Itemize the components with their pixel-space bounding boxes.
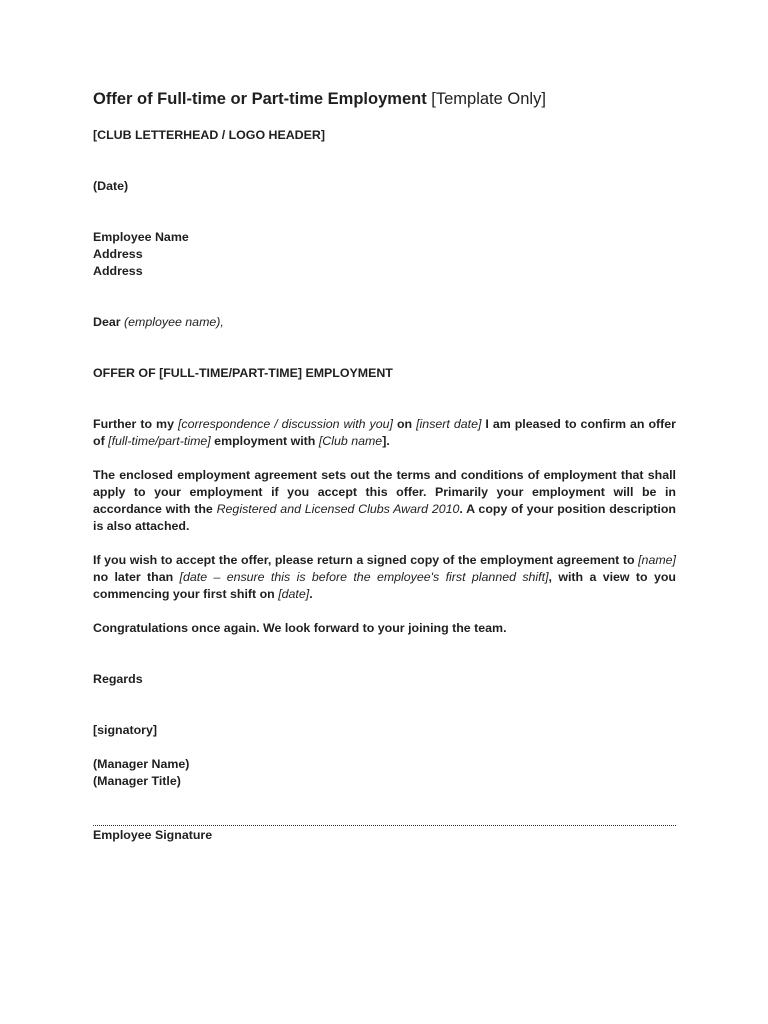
subject-heading: OFFER OF [FULL-TIME/PART-TIME] EMPLOYMENT bbox=[93, 366, 393, 380]
p1-italic-2: [insert date] bbox=[416, 417, 482, 431]
p3-text-3: , with a view to you commencing your first shift on bbox=[93, 570, 676, 601]
p1-italic-4: [Club name bbox=[318, 434, 383, 448]
paragraph-4: Congratulations once again. We look forward to your joining the team. bbox=[93, 621, 507, 635]
p1-italic-3: [full-time/part-time] bbox=[108, 434, 211, 448]
paragraph-3 bbox=[93, 552, 676, 603]
title-suffix: [Template Only] bbox=[426, 90, 546, 108]
letterhead-placeholder: [CLUB LETTERHEAD / LOGO HEADER] bbox=[93, 128, 325, 142]
date-placeholder: (Date) bbox=[93, 179, 129, 193]
manager-name: (Manager Name) bbox=[93, 757, 190, 771]
p2-text-2: . A copy of your position description is also attached. bbox=[93, 502, 676, 533]
address-line-2: Address bbox=[93, 264, 143, 278]
signatory-placeholder: [signatory] bbox=[93, 723, 158, 737]
recipient-address bbox=[93, 229, 676, 280]
p1-text-3: I am pleased to confirm an offer of bbox=[93, 417, 676, 448]
manager-title: (Manager Title) bbox=[93, 774, 181, 788]
salutation bbox=[93, 314, 676, 331]
closing-regards: Regards bbox=[93, 672, 143, 686]
p1-text-1: Further to my bbox=[93, 417, 178, 431]
title-main: Offer of Full-time or Part-time Employment bbox=[93, 90, 427, 108]
p3-text-2: no later than bbox=[93, 570, 180, 584]
p3-italic-2: [date – ensure this is before the employee's first planned shift] bbox=[179, 570, 549, 584]
p3-text-1: If you wish to accept the offer, please return a signed copy of the employment agreement to bbox=[93, 553, 639, 567]
salutation-name: (employee name), bbox=[124, 315, 224, 329]
salutation-prefix: Dear bbox=[93, 315, 124, 329]
manager-block bbox=[93, 756, 676, 790]
p2-italic-1: Registered and Licensed Clubs Award 2010 bbox=[216, 502, 460, 516]
p1-text-2: on bbox=[392, 417, 417, 431]
p3-italic-3: [date] bbox=[278, 587, 310, 601]
document-title bbox=[93, 88, 676, 110]
p1-text-5: ]. bbox=[382, 434, 390, 448]
signature-line bbox=[93, 825, 676, 826]
address-line-1: Address bbox=[93, 247, 143, 261]
p2-text-1: The enclosed employment agreement sets out the terms and conditions of employment that shall apply to your employment if you accept this offer. Primarily your employment will be in accordance with the bbox=[93, 468, 676, 516]
p3-text-4: . bbox=[309, 587, 313, 601]
p3-italic-1: [name] bbox=[638, 553, 676, 567]
employee-signature-label: Employee Signature bbox=[93, 828, 213, 842]
p1-italic-1: [correspondence / discussion with you] bbox=[177, 417, 393, 431]
paragraph-1 bbox=[93, 416, 676, 450]
paragraph-2 bbox=[93, 467, 676, 535]
employee-name: Employee Name bbox=[93, 230, 189, 244]
p1-text-4: employment with bbox=[210, 434, 319, 448]
